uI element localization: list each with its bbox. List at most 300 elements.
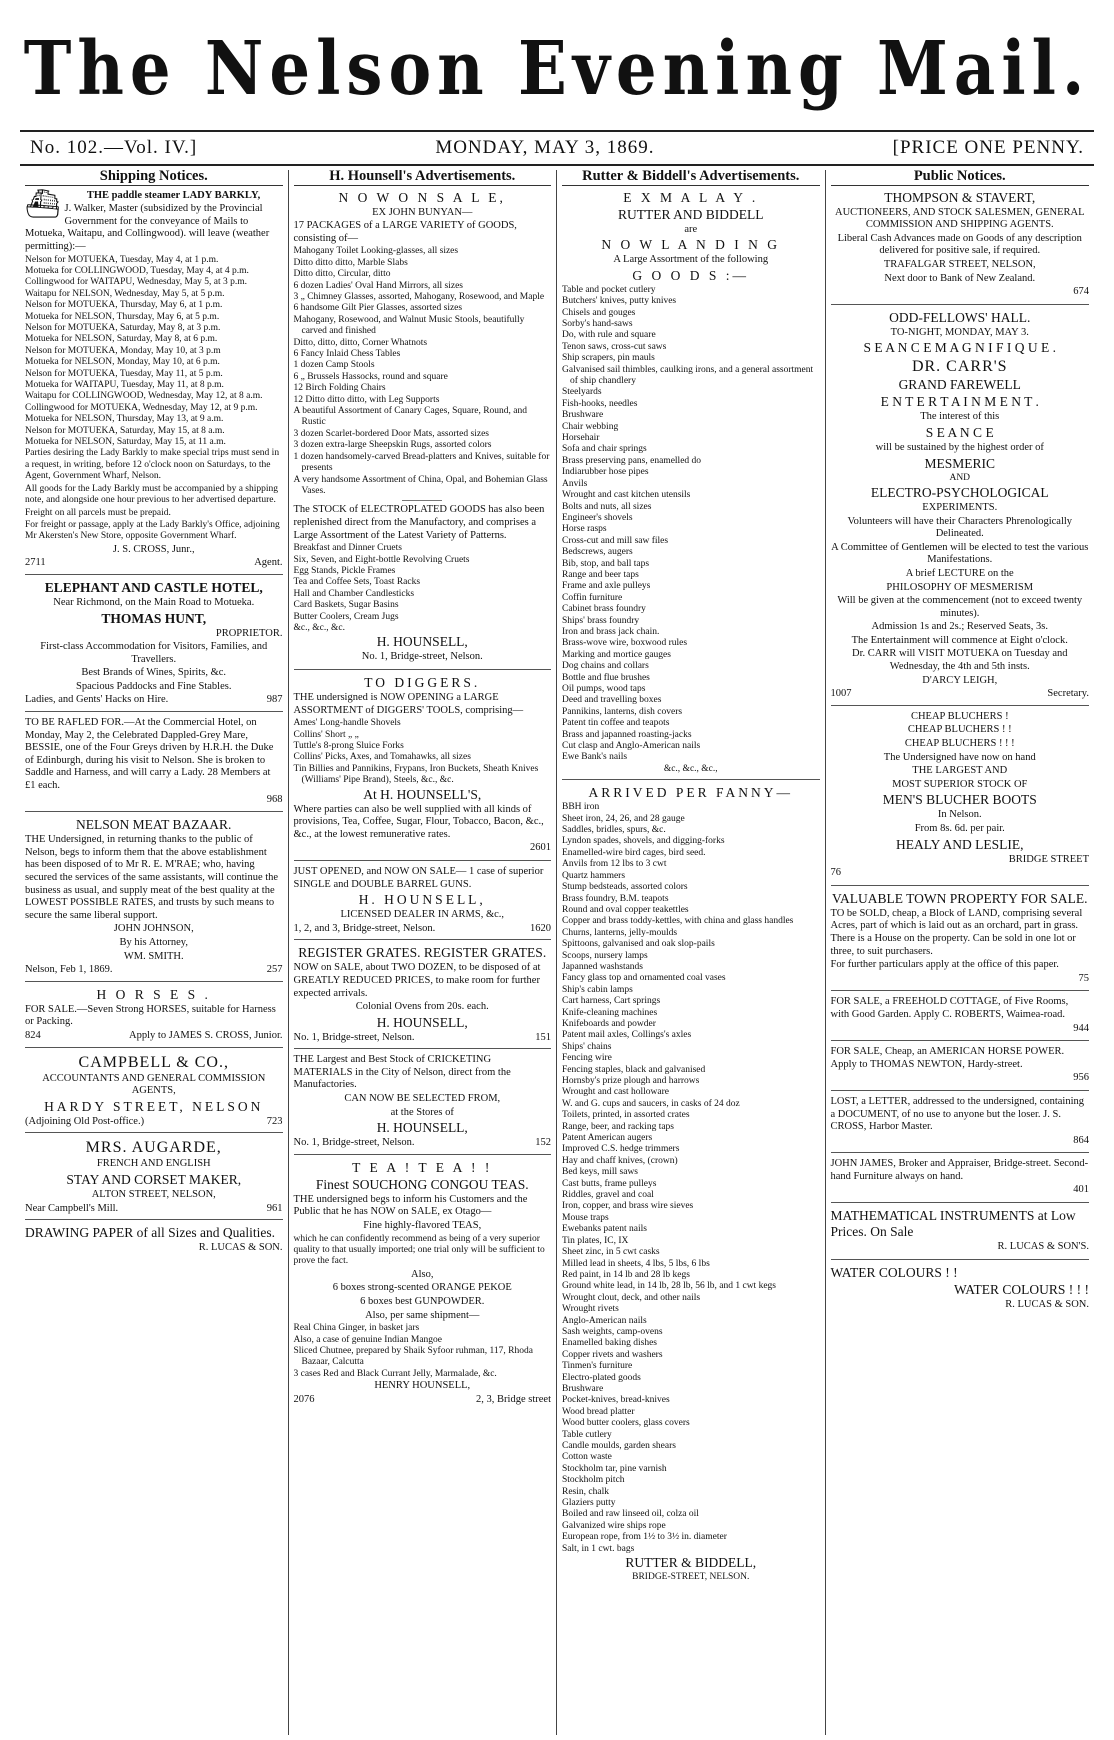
ad-text: EXPERIMENTS. bbox=[922, 501, 998, 513]
list-item: Resin, chalk bbox=[562, 1486, 609, 1497]
list-item: 3 cases Red and Black Currant Jelly, Marmalade, &c. bbox=[293, 1368, 497, 1379]
list-item: 1 dozen Camp Stools bbox=[293, 360, 375, 371]
ad-text: DRAWING PAPER of all Sizes and Qualities. bbox=[25, 1225, 276, 1241]
list-item: Steelyards bbox=[562, 387, 602, 398]
list-item: Fencing staples, black and galvanised bbox=[562, 1064, 706, 1075]
list-item: Oil pumps, wood taps bbox=[562, 684, 646, 694]
list-item: 3 „ Chimney Glasses, assorted, Mahogany, Rosewood, and Maple bbox=[293, 292, 545, 302]
list-item: Hay and chaff knives, (crown) bbox=[562, 1155, 678, 1166]
column-heading: Shipping Notices. bbox=[25, 170, 283, 186]
ad-lost-letter bbox=[831, 1096, 1090, 1153]
list-item: Red paint, in 14 lb and 28 lb kegs bbox=[562, 1269, 690, 1280]
list-item: Japanned washstands bbox=[562, 961, 643, 972]
list-item: Brass-wove wire, boxwood rules bbox=[562, 638, 688, 649]
ad-elephant-castle bbox=[25, 580, 283, 712]
list-item: Six, Seven, and Eight-bottle Revolving Cruets bbox=[293, 554, 470, 565]
ad-horses bbox=[25, 987, 283, 1048]
list-item: Collins' Short „ „ bbox=[293, 729, 359, 740]
ad-text: A Large Assortment of the following bbox=[613, 254, 769, 266]
list-item: Tin Billies and Pannikins, Frypans, Iron Buckets, Sheath Knives (Williams' Pipe Brand), Steels, &c., &c. bbox=[293, 763, 539, 786]
column-rutter-biddell bbox=[557, 170, 826, 1735]
ad-title: WATER COLOURS ! ! bbox=[830, 1264, 958, 1280]
ad-title: WATER COLOURS ! ! ! bbox=[954, 1281, 1089, 1297]
list-item: Wrought rivets bbox=[562, 1304, 619, 1315]
list-item: Wrought and cast kitchen utensils bbox=[562, 490, 691, 501]
ad-footer bbox=[294, 1137, 552, 1150]
ad-number: 944 bbox=[1073, 1022, 1089, 1034]
ad-text: Dr. CARR will VISIT MOTUEKA on Tuesday and Wednesday, the 4th and 5th insts. bbox=[852, 648, 1068, 673]
list-item: Brass foundry, B.M. teapots bbox=[562, 893, 669, 904]
list-item: Sash weights, camp-ovens bbox=[562, 1326, 663, 1337]
list-item: Nelson for MOTUEKA, Thursday, May 6, at 1 p.m. bbox=[25, 300, 223, 311]
ad-text: By his Attorney, bbox=[119, 936, 188, 948]
list-item: Bolts and nuts, all sizes bbox=[562, 501, 652, 512]
list-item: Cut clasp and Anglo-American nails bbox=[562, 741, 701, 752]
ad-text: MOST SUPERIOR STOCK OF bbox=[892, 778, 1028, 790]
ad-text: Parties desiring the Lady Barkly to make special trips must send in a request, in writing, before 12 o'clock noon on Saturdays, to the Agent, Government Wharf, Nelson. bbox=[25, 448, 280, 482]
list-item: A beautiful Assortment of Canary Cages, Square, Round, and Rustic bbox=[293, 406, 528, 428]
ad-title: THOMAS HUNT, bbox=[101, 610, 207, 626]
ad-text: AND bbox=[949, 472, 971, 483]
list-item: Electro-plated goods bbox=[562, 1372, 641, 1383]
list-item: Ames' Long-handle Shovels bbox=[293, 718, 401, 729]
ad-text: For freight or passage, apply at the Lady Barkly's Office, adjoining Mr Akersten's New Store, opposite Government Wharf. bbox=[25, 519, 280, 542]
ad-number: 864 bbox=[1073, 1134, 1089, 1146]
ad-footer bbox=[294, 1032, 552, 1045]
list-item: Patent American augers bbox=[562, 1133, 653, 1144]
list-item: Milled lead in sheets, 4 lbs, 5 lbs, 6 lbs bbox=[562, 1258, 710, 1269]
ad-text: Spacious Paddocks and Fine Stables. bbox=[76, 680, 232, 692]
ad-text: J. Walker, Master (subsidized by the Provincial Government for the conveyance of Mails to Motueka, Waitapu, and Collingwood). will leave (weather permitting):— bbox=[25, 203, 270, 252]
column-shipping bbox=[20, 170, 289, 1735]
columns bbox=[20, 170, 1094, 1735]
ad-text: FRENCH AND ENGLISH bbox=[96, 1158, 211, 1170]
list-item: Toilets, printed, in assorted crates bbox=[562, 1110, 690, 1121]
list-item: Pocket-knives, bread-knives bbox=[562, 1395, 670, 1406]
ad-text: AUCTIONEERS, AND STOCK SALESMEN, GENERAL COMMISSION AND SHIPPING AGENTS. bbox=[835, 206, 1085, 231]
ad-title: RUTTER AND BIDDELL bbox=[618, 206, 764, 222]
list-item: Spittoons, galvanised and oak slop-pails bbox=[562, 939, 715, 950]
ad-text: are bbox=[684, 223, 698, 235]
column-hounsell bbox=[289, 170, 558, 1735]
list-item: Iron, copper, and brass wire sieves bbox=[562, 1201, 694, 1212]
ad-text: No. 1, Bridge-street, Nelson. bbox=[361, 651, 483, 663]
ad-title: N O W O N S A L E, bbox=[338, 189, 506, 205]
ad-text: For further particulars apply at the office of this paper. bbox=[830, 959, 1059, 971]
ad-freehold-cottage bbox=[831, 996, 1090, 1041]
list-item: Boiled and raw linseed oil, colza oil bbox=[562, 1509, 699, 1520]
ad-text: TO BE RAFLED FOR.—At the Commercial Hotel, on Monday, May 2, the Celebrated Dappled-Grey Mare, BESSIE, one of the Four Greys driven by H.R.H. the Duke of Edinburgh, during his visit to Nelson. She is broken to Saddle and Harness, and will carry a Lady. 28 Members at £1 each. bbox=[25, 717, 274, 792]
ad-text: Next door to Bank of New Zealand. bbox=[884, 272, 1036, 284]
list-item: Card Baskets, Sugar Basins bbox=[293, 600, 399, 611]
item-list bbox=[562, 802, 820, 1555]
ad-augarde bbox=[25, 1138, 283, 1220]
list-item: Motueka for NELSON, Monday, May 10, at 6 p.m. bbox=[25, 357, 220, 368]
ad-footer bbox=[25, 1203, 283, 1216]
ad-text: From 8s. 6d. per pair. bbox=[914, 823, 1005, 834]
ad-text: THE undersigned is NOW OPENING a LARGE ASSORTMENT of DIGGERS' TOOLS, comprising— bbox=[293, 691, 524, 716]
ad-title: MRS. AUGARDE, bbox=[85, 1139, 222, 1157]
masthead bbox=[0, 20, 1114, 120]
ad-water-colours bbox=[831, 1265, 1090, 1317]
ad-text: Liberal Cash Advances made on Goods of any description delivered for positive sale, if required. bbox=[837, 232, 1082, 257]
ad-text: Will be given at the commencement (not to exceed twenty minutes). bbox=[837, 595, 1083, 619]
sailing-list bbox=[25, 255, 283, 449]
list-item: Brushware bbox=[562, 410, 604, 421]
list-item: Motueka for NELSON, Saturday, May 8, at 6 p.m. bbox=[25, 334, 218, 345]
ad-text: The Entertainment will commence at Eight o'clock. bbox=[851, 634, 1068, 646]
list-item: Copper rivets and washers bbox=[562, 1349, 663, 1360]
list-item: Ditto ditto, Circular, ditto bbox=[293, 269, 391, 280]
list-item: Stockholm pitch bbox=[562, 1475, 625, 1486]
ad-text: ELECTRO-PSYCHOLOGICAL bbox=[870, 484, 1049, 500]
list-item: Enamelled baking dishes bbox=[562, 1338, 657, 1349]
ad-guns bbox=[294, 866, 552, 940]
item-list bbox=[294, 718, 552, 786]
ad-title: ARRIVED PER FANNY— bbox=[588, 785, 793, 801]
ad-number: 723 bbox=[266, 1115, 283, 1127]
list-item: Tinmen's furniture bbox=[562, 1361, 633, 1372]
ad-number: 151 bbox=[535, 1031, 551, 1043]
list-item: Cross-cut and mill saw files bbox=[562, 535, 669, 546]
list-item: 6 handsome Gilt Pier Glasses, assorted sizes bbox=[293, 303, 463, 314]
ad-text: The Undersigned have now on hand bbox=[883, 751, 1036, 763]
list-item: Ground white lead, in 14 lb, 28 lb, 56 lb, and 1 cwt kegs bbox=[562, 1281, 776, 1292]
ad-text: S E A N C E bbox=[925, 424, 994, 440]
list-item: A very handsome Assortment of China, Opal, and Bohemian Glass Vases. bbox=[293, 474, 548, 496]
list-item: Collingwood for WAITAPU, Wednesday, May 5, at 3 p.m. bbox=[25, 277, 248, 288]
list-item: Engineer's shovels bbox=[562, 512, 633, 523]
list-item: Churns, lanterns, jelly-moulds bbox=[562, 927, 678, 938]
list-item: Cotton waste bbox=[562, 1452, 612, 1463]
ad-text: BRIDGE STREET bbox=[1008, 853, 1089, 865]
ad-text: 1, 2, and 3, Bridge-street, Nelson. bbox=[293, 922, 436, 934]
list-item: Table cutlery bbox=[562, 1429, 612, 1440]
list-item: Horsehair bbox=[562, 433, 600, 444]
ad-footer bbox=[25, 557, 283, 570]
ad-notes bbox=[25, 448, 283, 542]
list-item: 1 dozen handsomely-carved Bread-platters and Knives, suitable for presents bbox=[293, 451, 550, 474]
ad-footer bbox=[25, 964, 283, 977]
ad-text: The interest of this bbox=[920, 411, 1000, 423]
item-list bbox=[562, 285, 820, 775]
column-heading: Rutter & Biddell's Advertisements. bbox=[562, 170, 820, 186]
ad-signature: R. LUCAS & SON'S. bbox=[997, 1241, 1089, 1253]
ad-footer bbox=[25, 694, 283, 707]
list-item: Dog chains and collars bbox=[562, 661, 649, 672]
list-item: Ship's cabin lamps bbox=[562, 984, 633, 995]
dateline bbox=[20, 130, 1094, 166]
list-item: Fencing wire bbox=[562, 1053, 612, 1064]
list-item: Tuttle's 8-prong Sluice Forks bbox=[293, 740, 404, 751]
list-item: Marking and mortice gauges bbox=[562, 649, 671, 660]
ad-signature: H. HOUNSELL, bbox=[376, 1014, 468, 1030]
ad-number: 674 bbox=[1073, 286, 1089, 298]
ad-text: which he can confidently recommend as being of a very superior quality to that usually imported; one trial only will be sufficient to prove the fact. bbox=[293, 1233, 545, 1267]
list-item: Sheet zinc, in 5 cwt casks bbox=[562, 1247, 660, 1258]
list-item: Butchers' knives, putty knives bbox=[562, 296, 677, 307]
ad-number: 257 bbox=[266, 964, 283, 976]
newspaper-title: The Nelson Evening Mail. bbox=[23, 26, 1091, 113]
list-item: Motueka for NELSON, Thursday, May 13, at 9 a.m. bbox=[25, 414, 224, 425]
list-item: Frame and axle pulleys bbox=[562, 581, 651, 592]
ad-text: No. 1, Bridge-street, Nelson. bbox=[293, 1137, 415, 1149]
list-item: Copper and brass toddy-kettles, with china and glass handles bbox=[562, 916, 794, 927]
ad-text: 6 boxes strong-scented ORANGE PEKOE bbox=[332, 1282, 512, 1294]
ad-text: Also, bbox=[411, 1268, 434, 1280]
ad-text: LICENSED DEALER IN ARMS, &c., bbox=[340, 909, 505, 921]
list-item: Table and pocket cutlery bbox=[562, 284, 656, 295]
ad-text: Secretary. bbox=[1047, 688, 1089, 700]
list-item: Sorby's hand-saws bbox=[562, 319, 633, 329]
column-public-notices bbox=[826, 170, 1095, 1735]
ad-signature: RUTTER & BIDDELL, bbox=[625, 1555, 757, 1571]
list-item: Bib, stop, and ball taps bbox=[562, 558, 650, 569]
list-item: Anvils bbox=[562, 478, 588, 489]
ad-text: EX JOHN BUNYAN— bbox=[372, 206, 473, 218]
list-item: Ship scrapers, pin mauls bbox=[562, 353, 655, 364]
list-item: Chisels and gouges bbox=[562, 307, 636, 318]
list-item: Nelson for MOTUEKA, Tuesday, May 11, at 5 p.m. bbox=[25, 368, 223, 379]
list-item: BBH iron bbox=[562, 802, 600, 813]
ad-text: STAY AND CORSET MAKER, bbox=[66, 1171, 242, 1187]
ad-text: Also, per same shipment— bbox=[365, 1309, 480, 1321]
issue-number: No. 102.—Vol. IV.] bbox=[30, 137, 198, 158]
ad-text: NOW on SALE, about TWO DOZEN, to be disposed of at GREATLY REDUCED PRICES, to make room for further expected arrivals. bbox=[293, 962, 541, 999]
ad-signature: H. HOUNSELL, bbox=[376, 1120, 468, 1136]
ad-text: S E A N C E M A G N I F I Q U E . bbox=[863, 340, 1056, 356]
list-item: Indiarubber hose pipes bbox=[562, 467, 649, 478]
ad-tea bbox=[294, 1160, 552, 1411]
ad-signature: HEALY AND LESLIE, bbox=[895, 836, 1024, 852]
ad-campbell bbox=[25, 1053, 283, 1134]
list-item: Motueka for COLLINGWOOD, Tuesday, May 4, at 4 p.m. bbox=[25, 265, 249, 276]
steamer-icon: ⛴ bbox=[25, 188, 61, 220]
ad-thompson-stavert bbox=[831, 190, 1090, 305]
list-item: Horse rasps bbox=[562, 524, 607, 535]
ad-number: 401 bbox=[1073, 1184, 1089, 1196]
list-item: Wrought clout, deck, and other nails bbox=[562, 1292, 701, 1303]
ad-signature: H. HOUNSELL, bbox=[376, 634, 468, 650]
list-item: Nelson for MOTUEKA, Saturday, May 8, at 3 p.m. bbox=[25, 323, 221, 333]
list-item: W. and G. cups and saucers, in casks of 24 doz bbox=[562, 1098, 740, 1109]
list-item: Ewebanks patent nails bbox=[562, 1224, 647, 1235]
list-item: Galvanized wire ships rope bbox=[562, 1520, 666, 1531]
list-item: Mouse traps bbox=[562, 1212, 609, 1223]
list-item: Enamelled-wire bird cages, bird seed. bbox=[562, 847, 706, 858]
ad-title: CHEAP BLUCHERS ! ! bbox=[907, 724, 1012, 736]
ad-signature: D'ARCY LEIGH, bbox=[922, 674, 998, 686]
list-item: Cart harness, Cart springs bbox=[562, 996, 661, 1007]
ad-text: LOST, a LETTER, addressed to the undersigned, containing a DOCUMENT, of no use to anyone but the loser. J. S. CROSS, Harbor Master. bbox=[830, 1095, 1084, 1133]
list-item: Wrought and cast holloware bbox=[562, 1087, 669, 1098]
list-item: &c., &c., &c., bbox=[663, 763, 718, 774]
ad-signature: J. S. CROSS, Junr., bbox=[112, 543, 195, 555]
list-item: Hornsby's prize plough and harrows bbox=[562, 1076, 700, 1086]
ad-text: First-class Accommodation for Visitors, Families, and Travellers. bbox=[40, 641, 268, 665]
ad-text: Where parties can also be well supplied with all kinds of provisions, Tea, Coffee, Sugar, Flour, Tobacco, Bacon, &c., &c., at the lowest remunerative rates. bbox=[293, 803, 544, 840]
list-item: Collins' Picks, Axes, and Tomahawks, all sizes bbox=[293, 752, 471, 763]
ad-text: Freight on all parcels must be prepaid. bbox=[25, 507, 171, 518]
list-item: Cast butts, frame pulleys bbox=[562, 1178, 657, 1189]
list-item: Range, beer, and racking taps bbox=[562, 1121, 674, 1132]
ad-text: 6 boxes best GUNPOWDER. bbox=[360, 1296, 485, 1308]
issue-date: MONDAY, MAY 3, 1869. bbox=[435, 137, 655, 158]
ad-number: 1007 bbox=[830, 688, 852, 700]
ad-text: ALTON STREET, NELSON, bbox=[91, 1188, 216, 1200]
ad-signature: JOHN JOHNSON, bbox=[113, 923, 194, 935]
list-item: Range and beer taps bbox=[562, 569, 639, 580]
ad-number: 968 bbox=[266, 793, 283, 805]
list-item: &c., &c., &c. bbox=[293, 622, 345, 633]
ad-title: VALUABLE TOWN PROPERTY FOR SALE. bbox=[831, 890, 1088, 906]
ad-title: DR. CARR'S bbox=[911, 358, 1008, 376]
ad-title: REGISTER GRATES. REGISTER GRATES. bbox=[298, 945, 547, 961]
ad-text: JUST OPENED, and NOW ON SALE— 1 case of superior SINGLE and DOUBLE BARREL GUNS. bbox=[293, 865, 544, 890]
list-item: Egg Stands, Pickle Frames bbox=[293, 565, 396, 576]
ad-text: Admission 1s and 2s.; Reserved Seats, 3s. bbox=[871, 621, 1048, 633]
list-item: Coffin furniture bbox=[562, 592, 623, 603]
ad-text: E N T E R T A I N M E N T . bbox=[880, 394, 1039, 410]
ad-text: TO be SOLD, cheap, a Block of LAND, comprising several Acres, part of which is laid out as an orchard, part in grass. There is a House on the property. Can be sold in one lot or three, to suit purchasers. bbox=[830, 907, 1083, 957]
ad-text: HARDY STREET, NELSON bbox=[44, 1098, 264, 1114]
ad-footer bbox=[294, 923, 552, 936]
list-item: Waitapu for NELSON, Wednesday, May 5, at 5 p.m. bbox=[25, 288, 225, 299]
list-item: Knife-cleaning machines bbox=[562, 1007, 658, 1018]
ad-title: CAMPBELL & CO., bbox=[78, 1053, 229, 1071]
list-item: Cabinet brass foundry bbox=[562, 604, 646, 615]
list-item: Improved C.S. hedge trimmers bbox=[562, 1144, 680, 1155]
ad-mathematical-instruments bbox=[831, 1208, 1090, 1260]
list-item: 3 dozen Scarlet-bordered Door Mats, assorted sizes bbox=[293, 428, 489, 439]
ad-drawing-paper bbox=[25, 1225, 283, 1260]
ad-text: N O W L A N D I N G bbox=[601, 237, 781, 253]
list-item: Real China Ginger, in basket jars bbox=[293, 1323, 420, 1334]
ad-text: Volunteers will have their Characters Phrenologically Delineated. bbox=[847, 515, 1073, 540]
list-item: Bed keys, mill saws bbox=[562, 1167, 638, 1178]
ad-signature: H. HOUNSELL, bbox=[358, 892, 486, 908]
ad-text: All goods for the Lady Barkly must be accompanied by a shipping note, and alongside one hour previous to her advertised departure. bbox=[25, 483, 279, 506]
list-item: Tenon saws, cross-cut saws bbox=[562, 341, 667, 352]
ad-title: CHEAP BLUCHERS ! ! ! bbox=[904, 738, 1015, 750]
list-item: Anglo-American nails bbox=[562, 1315, 647, 1326]
list-item: 12 Ditto ditto ditto, with Leg Supports bbox=[293, 394, 440, 405]
list-item: Quartz hammers bbox=[562, 870, 626, 881]
ad-text: Fine highly-flavored TEAS, bbox=[363, 1220, 482, 1232]
ad-now-on-sale bbox=[294, 190, 552, 670]
ad-signature: R. LUCAS & SON. bbox=[198, 1242, 283, 1254]
ad-number: 987 bbox=[266, 694, 283, 706]
ad-text: FOR SALE.—Seven Strong HORSES, suitable for Harness or Packing. bbox=[25, 1003, 276, 1028]
ad-number: 824 bbox=[25, 1029, 41, 1041]
list-item: 6 Fancy Inlaid Chess Tables bbox=[293, 349, 401, 360]
ad-number: 2711 bbox=[25, 557, 46, 569]
item-list bbox=[294, 543, 552, 634]
ad-number: 2601 bbox=[530, 842, 551, 854]
ad-title: H O R S E S . bbox=[96, 986, 211, 1002]
list-item: Wood butter coolers, glass covers bbox=[562, 1418, 690, 1429]
ad-text: 2, 3, Bridge street bbox=[476, 1393, 551, 1405]
ad-horse-power bbox=[831, 1046, 1090, 1091]
list-item: Ditto ditto ditto, Marble Slabs bbox=[293, 257, 408, 268]
list-item: Butter Coolers, Cream Jugs bbox=[293, 611, 399, 622]
list-item: Ships' chains bbox=[562, 1041, 612, 1052]
list-item: 3 dozen extra-large Sheepskin Rugs, assorted colors bbox=[293, 440, 492, 451]
ad-cricket bbox=[294, 1054, 552, 1155]
list-item: Knifeboards and powder bbox=[562, 1018, 656, 1029]
ad-signature: Agent. bbox=[254, 557, 283, 569]
list-item: Fish-hooks, needles bbox=[562, 398, 638, 409]
ad-number: 76 bbox=[830, 867, 841, 879]
column-heading: Public Notices. bbox=[831, 170, 1090, 186]
list-item: Collingwood for MOTUEKA, Wednesday, May 12, at 9 p.m. bbox=[25, 402, 258, 413]
ad-lady-barkly bbox=[25, 190, 283, 575]
ad-text: The STOCK of ELECTROPLATED GOODS has also been replenished direct from the Manufactory, and comprises a Large Assortment of the Latest Variety of Patterns. bbox=[293, 504, 545, 541]
list-item: Mahogany Toilet Looking-glasses, all sizes bbox=[293, 246, 459, 257]
ad-cheap-bluchers bbox=[831, 711, 1090, 886]
ad-text: 17 PACKAGES of a LARGE VARIETY of GOODS, consisting of— bbox=[293, 220, 517, 244]
list-item: Tea and Coffee Sets, Toast Racks bbox=[293, 577, 421, 588]
ad-text: A Committee of Gentlemen will be elected to test the various Manifestations. bbox=[831, 541, 1089, 566]
ad-text: TO-NIGHT, MONDAY, MAY 3. bbox=[890, 326, 1029, 338]
list-item: Ships' brass foundry bbox=[562, 615, 640, 626]
ad-text: THE Undersigned, in returning thanks to the public of Nelson, begs to inform them that the above establishment has been disposed of to Mr R. E. M'RAE; who, having secured the services of the same assistants, will continue the business as usual, and supply meat of the best quality at the LOWEST POSSIBLE RATES, and trusts by such means to secure the same liberal support. bbox=[25, 834, 279, 921]
ad-text: PROPRIETOR. bbox=[215, 627, 283, 639]
ad-number: 2076 bbox=[293, 1393, 315, 1405]
ad-per-fanny bbox=[562, 785, 820, 1588]
ad-text: BRIDGE-STREET, NELSON. bbox=[632, 1572, 750, 1583]
item-list bbox=[294, 246, 552, 497]
ad-title: ODD-FELLOWS' HALL. bbox=[889, 309, 1031, 325]
list-item: Patent tin coffee and teapots bbox=[562, 718, 670, 729]
list-item: Saddles, bridles, spurs, &c. bbox=[562, 825, 666, 836]
ad-number: 75 bbox=[1078, 972, 1089, 984]
price: [PRICE ONE PENNY. bbox=[892, 137, 1084, 158]
list-item: European rope, from 1½ to 3½ in. diameter bbox=[562, 1532, 727, 1543]
ad-text: MATHEMATICAL INSTRUMENTS at Low Prices. On Sale bbox=[830, 1208, 1076, 1240]
ad-text: PHILOSOPHY OF MESMERISM bbox=[886, 581, 1034, 593]
ad-text: (Adjoining Old Post-office.) bbox=[25, 1115, 145, 1127]
ad-title: THE paddle steamer LADY BARKLY, bbox=[86, 189, 261, 201]
list-item: Hall and Chamber Candlesticks bbox=[293, 588, 415, 599]
ad-footer bbox=[25, 1116, 283, 1129]
ad-text: THE LARGEST AND bbox=[912, 765, 1008, 777]
ad-number: 1620 bbox=[530, 922, 551, 934]
ad-diggers bbox=[294, 675, 552, 861]
ad-text: ACCOUNTANTS AND GENERAL COMMISSION AGENTS, bbox=[42, 1072, 266, 1097]
ad-text: CAN NOW BE SELECTED FROM, bbox=[344, 1093, 501, 1105]
list-item: Do, with rule and square bbox=[562, 330, 656, 341]
list-item: Riddles, gravel and coal bbox=[562, 1190, 654, 1201]
ad-text: FOR SALE, a FREEHOLD COTTAGE, of Five Rooms, with Good Garden. Apply C. ROBERTS, Waimea-road. bbox=[830, 996, 1069, 1020]
list-item: Bottle and flue brushes bbox=[562, 672, 650, 683]
list-item: Sliced Chutnee, prepared by Shaik Syfoor ruhman, 117, Rhoda Bazaar, Calcutta bbox=[293, 1346, 533, 1368]
list-item: Ewe Bank's nails bbox=[562, 752, 628, 763]
list-item: Motueka for NELSON, Thursday, May 6, at 5 p.m. bbox=[25, 311, 220, 322]
ad-john-james bbox=[831, 1158, 1090, 1203]
ad-title: NELSON MEAT BAZAAR. bbox=[76, 817, 232, 833]
ad-title: E X M A L A Y . bbox=[623, 189, 759, 205]
ad-ex-malay bbox=[562, 190, 820, 781]
ad-footer bbox=[831, 688, 1090, 701]
ad-title: MEN'S BLUCHER BOOTS bbox=[882, 792, 1037, 808]
list-item: Pannikins, lanterns, dish covers bbox=[562, 706, 683, 717]
ad-title: T E A ! T E A ! ! bbox=[352, 1159, 493, 1175]
ad-text: G O O D S :— bbox=[632, 267, 750, 283]
list-item: 12 Birch Folding Chairs bbox=[293, 383, 386, 394]
list-item: Lyndon spades, shovels, and digging-forks bbox=[562, 836, 725, 847]
list-item: Iron and brass jack chain. bbox=[562, 626, 660, 637]
